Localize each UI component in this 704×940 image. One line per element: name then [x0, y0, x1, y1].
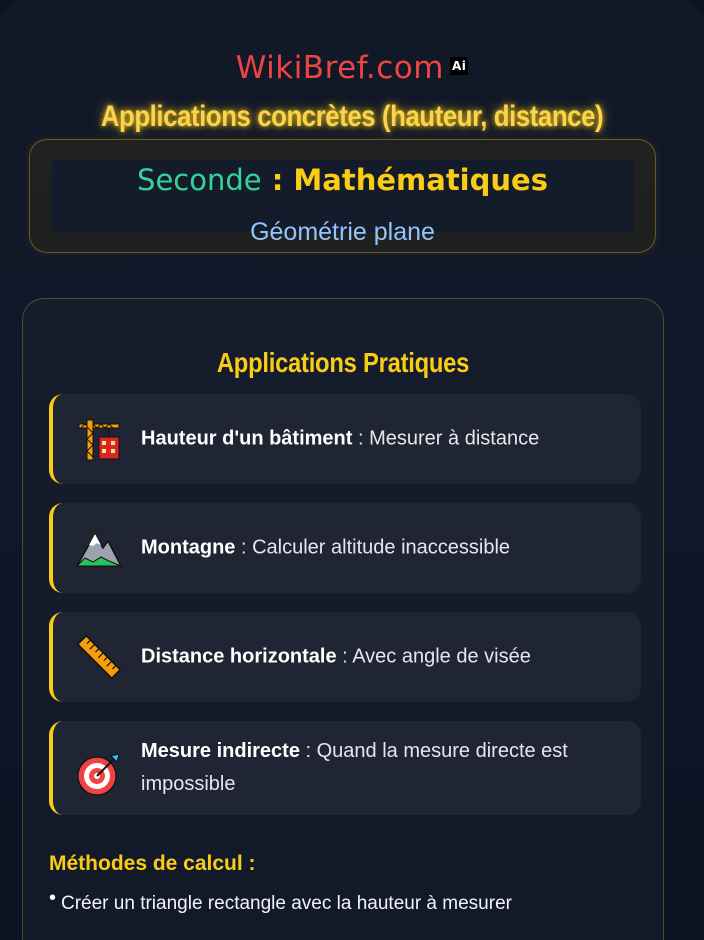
application-description: Calculer altitude inaccessible [252, 536, 511, 559]
subject-line [30, 163, 655, 197]
target-icon [75, 750, 123, 798]
application-item-building [49, 394, 641, 484]
subject-box [29, 139, 656, 253]
application-text [141, 532, 621, 565]
bullet-icon: • [49, 887, 57, 909]
application-text [141, 735, 621, 801]
construction-crane-icon [75, 415, 123, 463]
chapter-label: Géométrie plane [250, 218, 435, 246]
subject-separator: : [261, 163, 294, 197]
mountain-icon [75, 524, 123, 572]
application-description: Mesurer à distance [369, 427, 540, 450]
ai-badge: Ai [451, 59, 467, 73]
application-text [141, 423, 621, 456]
application-item-indirect [49, 721, 641, 815]
application-text [141, 641, 621, 674]
page-title: Applications concrètes (hauteur, distance) [100, 100, 604, 133]
subject-label: Mathématiques [293, 163, 548, 197]
application-description: Avec angle de visée [352, 645, 531, 668]
methods-title: Méthodes de calcul : [49, 852, 256, 875]
application-separator: : [299, 740, 317, 762]
ruler-icon [75, 633, 123, 681]
application-separator: : [336, 645, 353, 668]
application-item-distance [49, 612, 641, 702]
brand-logo[interactable] [0, 50, 704, 86]
level-label: Seconde [137, 163, 262, 197]
application-label: Mesure indirecte [141, 740, 300, 762]
application-description: Quand la mesure directe est impossible [141, 740, 568, 795]
application-label: Montagne [141, 536, 236, 559]
method-text: Créer un triangle rectangle avec la hauteur à mesurer [61, 893, 512, 914]
application-separator: : [235, 536, 253, 559]
brand-name: WikiBref.com [235, 50, 444, 86]
application-separator: : [352, 427, 370, 450]
card-title: Applications Pratiques [216, 347, 470, 378]
application-label: Hauteur d'un bâtiment [141, 427, 353, 450]
applications-card [22, 298, 664, 940]
method-list-item [49, 887, 512, 915]
application-label: Distance horizontale [141, 645, 337, 668]
application-item-mountain [49, 503, 641, 593]
